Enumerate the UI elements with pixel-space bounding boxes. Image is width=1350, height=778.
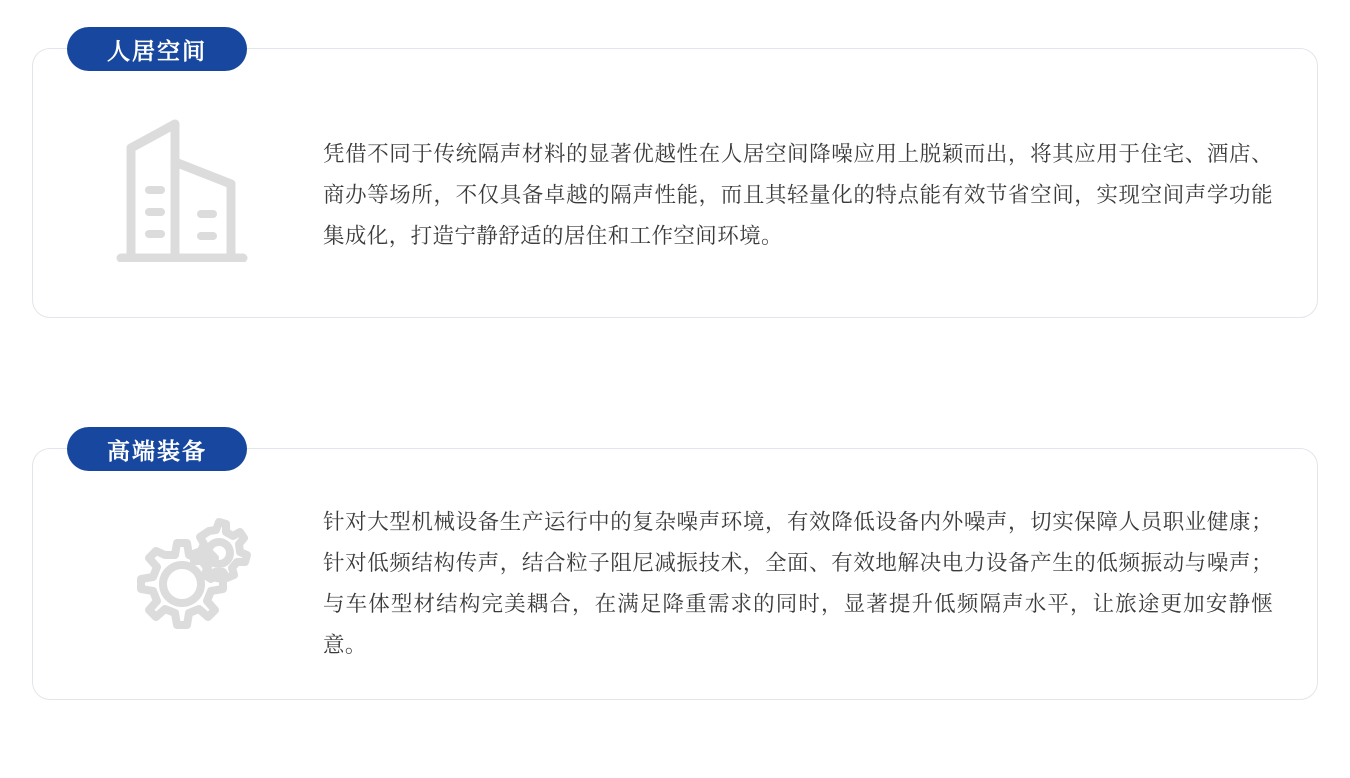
section-text-column <box>323 134 1317 257</box>
section-body <box>33 49 1317 329</box>
section-paragraph-high-end-equipment: 针对大型机械设备生产运行中的复杂噪声环境，有效降低设备内外噪声，切实保障人员职业健康；针对低频结构传声，结合粒子阻尼减振技术，全面、有效地解决电力设备产生的低频振动与噪声；与车体型材结构完美耦合，在满足降重需求的同时，显著提升低频隔声水平，让旅途更加安静惬意。 <box>323 510 1273 657</box>
gears-icon <box>33 509 323 659</box>
section-card-human-living-space <box>32 37 1318 318</box>
section-text-column <box>323 502 1317 666</box>
section-badge-high-end-equipment: 高端装备 <box>67 427 247 471</box>
building-icon <box>33 112 323 262</box>
section-body <box>33 449 1317 709</box>
section-card-high-end-equipment <box>32 437 1318 700</box>
section-badge-human-living-space: 人居空间 <box>67 27 247 71</box>
section-paragraph-human-living-space: 凭借不同于传统隔声材料的显著优越性在人居空间降噪应用上脱颖而出，将其应用于住宅、酒店、商办等场所，不仅具备卓越的隔声性能，而且其轻量化的特点能有效节省空间，实现空间声学功能集成化，打造宁静舒适的居住和工作空间环境。 <box>323 141 1273 248</box>
